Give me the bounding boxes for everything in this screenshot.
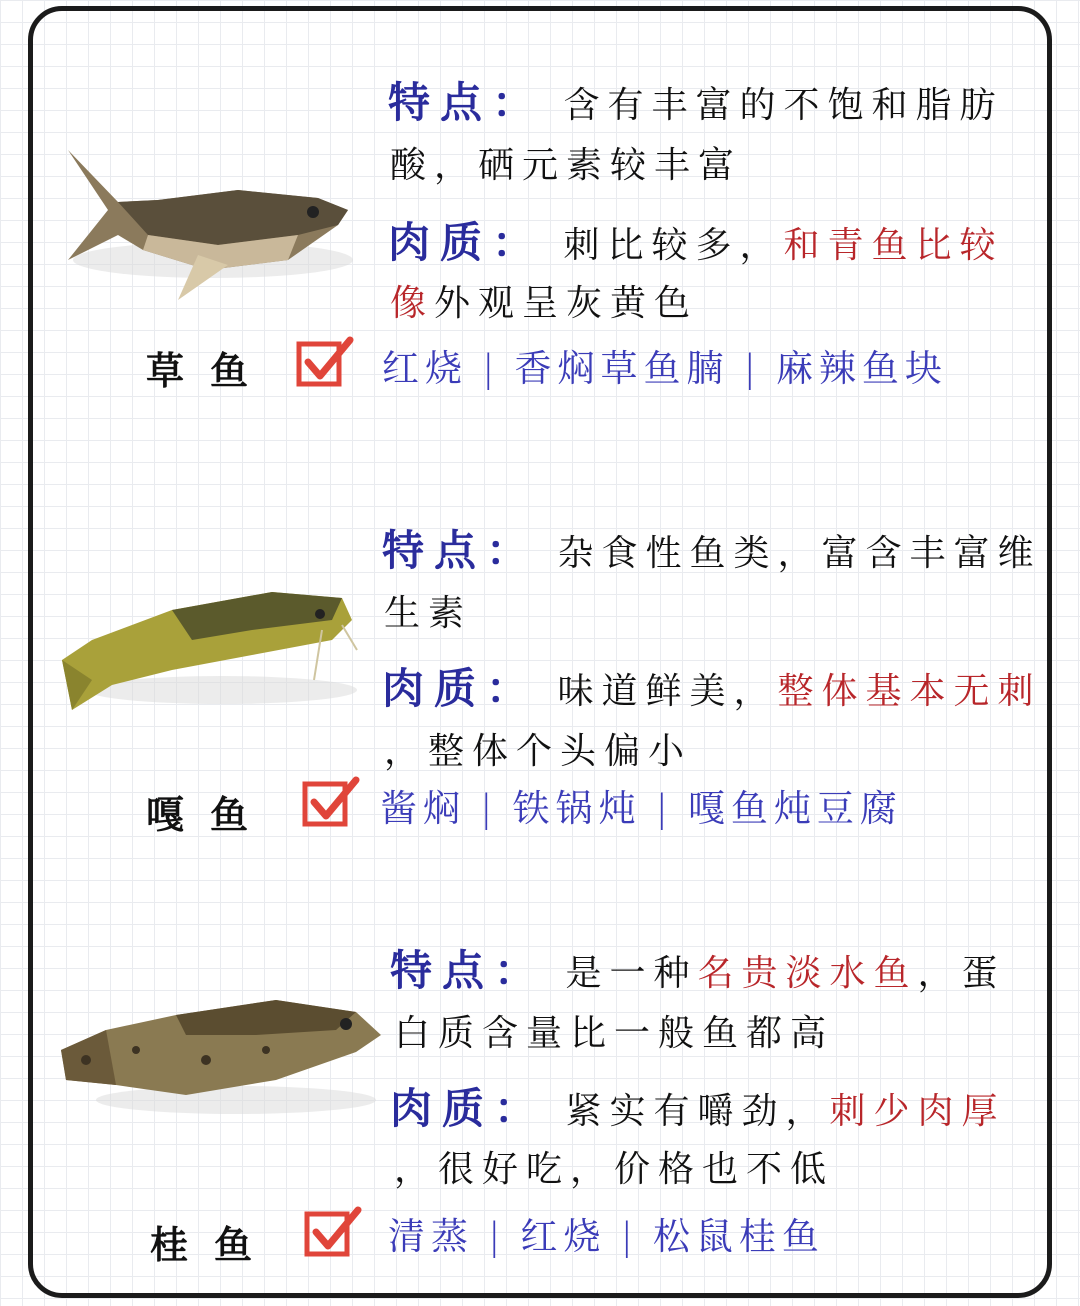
texture-line-1 [382, 664, 1042, 713]
dish-item: 香焖草鱼腩 [514, 347, 730, 390]
divider: | [743, 347, 762, 390]
feature-text: 酸，硒元素较丰富 [390, 145, 743, 186]
divider: | [620, 1215, 639, 1258]
dish-item: 嘎鱼炖豆腐 [687, 787, 903, 830]
dish-item: 麻辣鱼块 [775, 347, 948, 390]
mandarin-fish-image [56, 990, 386, 1130]
texture-text: ，很好吃，价格也不低 [394, 1149, 835, 1190]
texture-text: 外观呈灰黄色 [434, 283, 699, 324]
feature-label: 特点： [382, 526, 539, 575]
texture-text: ，整体个头偏小 [384, 731, 693, 772]
texture-text: 紧实有嚼劲， [565, 1091, 830, 1132]
dish-item: 清蒸 [388, 1215, 474, 1258]
grass-carp-image [48, 140, 358, 330]
dish-item: 松鼠桂鱼 [652, 1215, 825, 1258]
checkbox-checked-icon [296, 334, 354, 388]
texture-line-2 [394, 1149, 835, 1190]
feature-line-2 [394, 1013, 835, 1054]
texture-label: 肉质： [390, 1084, 547, 1133]
feature-label: 特点： [390, 946, 547, 995]
divider: | [482, 347, 501, 390]
texture-highlight: 刺少肉厚 [829, 1091, 1006, 1132]
feature-label: 特点： [388, 78, 545, 127]
texture-line-1 [390, 1084, 1006, 1133]
dish-item: 红烧 [382, 347, 468, 390]
dish-list [380, 787, 903, 830]
checkbox-checked-icon [304, 1204, 362, 1258]
dish-item: 酱焖 [380, 787, 466, 830]
texture-line-2 [390, 283, 699, 324]
texture-highlight: 整体基本无刺 [777, 671, 1042, 712]
dish-list [382, 347, 948, 390]
feature-text: 杂食性鱼类，富含丰富维 [557, 533, 1042, 574]
texture-text: 味道鲜美， [557, 671, 778, 712]
feature-text: 白质含量比一般鱼都高 [394, 1013, 835, 1054]
checkbox-checked-icon [302, 774, 360, 828]
feature-text: 是一种 [565, 953, 698, 994]
feature-line-2 [384, 593, 473, 634]
catfish-image [52, 570, 362, 740]
texture-line-1 [388, 218, 1004, 267]
dish-item: 红烧 [520, 1215, 607, 1258]
fish-name: 草鱼 [146, 349, 275, 393]
divider: | [488, 1215, 507, 1258]
texture-highlight: 和青鱼比较 [783, 225, 1004, 266]
feature-line-2 [390, 145, 743, 186]
texture-label: 肉质： [388, 218, 545, 267]
feature-text: ，蛋 [917, 953, 1006, 994]
feature-line-1 [390, 946, 1006, 995]
fish-name: 桂鱼 [150, 1223, 279, 1267]
feature-line-1 [388, 78, 1004, 127]
texture-line-2 [384, 731, 693, 772]
divider: | [480, 787, 499, 830]
feature-highlight: 名贵淡水鱼 [697, 953, 918, 994]
texture-highlight: 像 [390, 283, 435, 324]
divider: | [655, 787, 674, 830]
texture-text: 刺比较多， [563, 225, 784, 266]
feature-text: 含有丰富的不饱和脂肪 [563, 85, 1004, 126]
feature-line-1 [382, 526, 1042, 575]
dish-list [388, 1215, 825, 1258]
feature-text: 生素 [384, 593, 473, 634]
dish-item: 铁锅炖 [512, 787, 642, 830]
texture-label: 肉质： [382, 664, 539, 713]
fish-name: 嘎鱼 [146, 793, 275, 837]
